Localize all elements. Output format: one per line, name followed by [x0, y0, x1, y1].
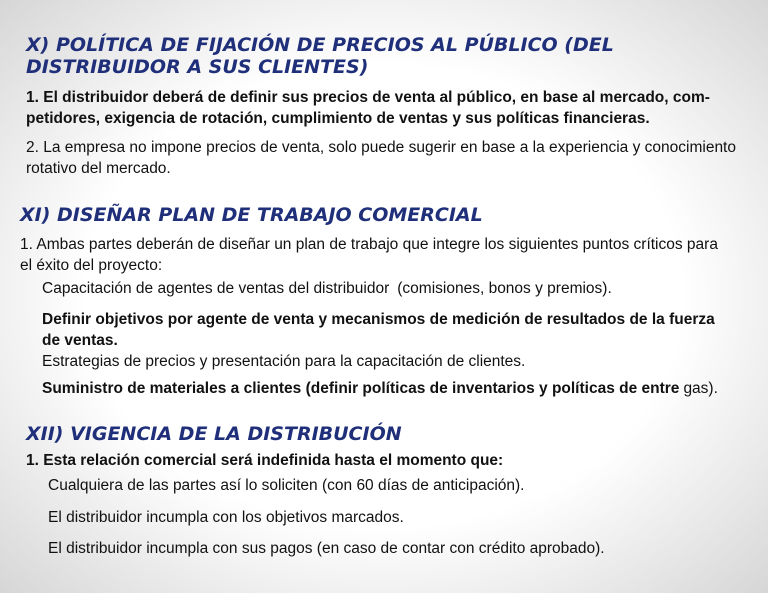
section-x-heading: X) POLÍTICA DE FIJACIÓN DE PRECIOS AL PÚBLICO (DEL DISTRIBUIDOR A SUS CLIENTES)	[26, 34, 614, 78]
section-xi-intro: 1. Ambas partes deberán de diseñar un plan de trabajo que integre los siguientes puntos críticos para el éxito del proyecto:	[20, 236, 718, 274]
section-xi-item-3: Estrategias de precios y presentación para la capacitación de clientes.	[42, 353, 526, 370]
section-xi-item-4-end: gas).	[683, 380, 718, 397]
section-xi-item-1-note: (comisiones, bonos y premios).	[397, 280, 612, 297]
section-xi-item-1-text: Capacitación de agentes de ventas del distribuidor	[42, 280, 390, 297]
section-xii-heading: XII) VIGENCIA DE LA DISTRIBUCIÓN	[26, 423, 402, 445]
section-xii-item-3: El distribuidor incumpla con sus pagos (en caso de contar con crédito aprobado).	[48, 540, 605, 557]
section-x-paragraph-1: 1. El distribuidor deberá de definir sus precios de venta al público, en base al mercado, com-petidores, exigencia de rotación, cumplimiento de ventas y sus políticas financieras.	[26, 89, 710, 127]
section-xii-item-2: El distribuidor incumpla con los objetivos marcados.	[48, 509, 404, 526]
section-xi-item-1	[42, 278, 742, 299]
section-xii-intro: 1. Esta relación comercial será indefinida hasta el momento que:	[26, 452, 504, 469]
section-x-paragraph-2: 2. La empresa no impone precios de venta, solo puede sugerir en base a la experiencia y conocimiento rotativo del mercado.	[26, 139, 736, 177]
section-xi-item-4-text: Suministro de materiales a clientes (definir políticas de inventarios y políticas de entre	[42, 380, 680, 397]
section-xi-heading: XI) DISEÑAR PLAN DE TRABAJO COMERCIAL	[20, 204, 483, 226]
section-xii-item-1: Cualquiera de las partes así lo soliciten (con 60 días de anticipación).	[48, 477, 525, 494]
section-xi-item-4	[42, 378, 762, 399]
section-xi-item-2: Definir objetivos por agente de venta y mecanismos de medición de resultados de la fuerza de ventas.	[42, 311, 715, 349]
